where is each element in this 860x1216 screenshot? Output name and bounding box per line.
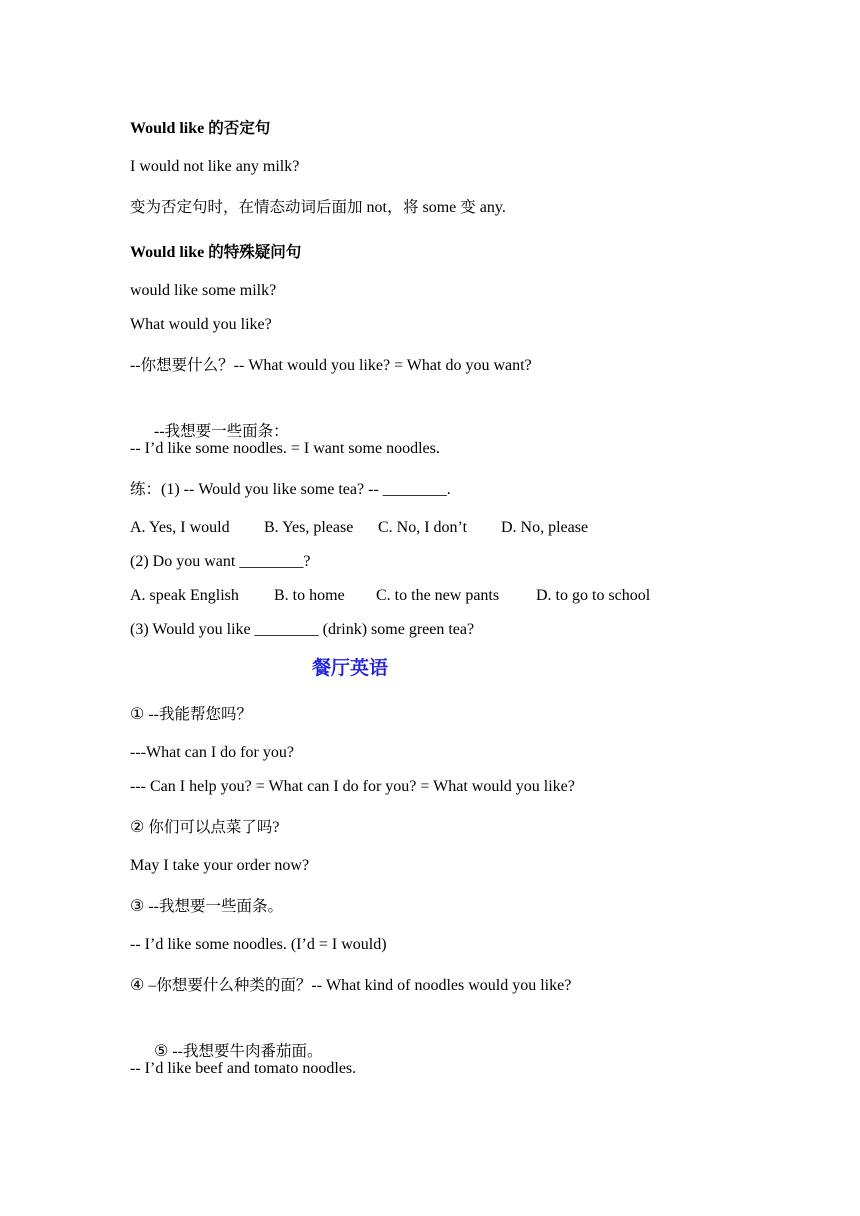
q2-option-d: D. to go to school [536,587,651,604]
restaurant-item-3-en: -- I’d like some noodles. (I’d = I would) [130,936,387,953]
exercise-label: 练： [130,480,162,498]
restaurant-item-1 [130,703,252,726]
q2-option-b: B. to home [274,587,345,604]
exercise-q2: (2) Do you want ________? [130,553,311,570]
q2-option-c: C. to the new pants [376,587,500,604]
a-prefix: -- [146,423,165,440]
item-1-num: ① -- [130,706,159,723]
item-4-en: -- What kind of noodles would you like? [311,977,572,994]
rule-cn-3: 变 [460,198,476,216]
item-2-cn: 你们可以点菜了吗 [148,818,273,836]
title-en: Would like [130,120,209,137]
q1-option-d: D. No, please [501,519,589,536]
special-question [130,354,532,377]
section-negative-title [130,117,270,140]
restaurant-item-1-en-2: --- Can I help you? = What can I do for you? = What would you like? [130,778,575,795]
item-4-cn: 你想要什么种类的面？ [156,976,312,994]
rule-cn-2: 将 [402,198,419,216]
restaurant-item-4 [130,974,571,997]
item-2-q: ? [272,819,280,836]
exercise-q3: (3) Would you like ________ (drink) some green tea? [130,621,475,638]
exercise-q2-options [130,585,650,607]
item-2-num: ② [130,819,149,836]
q1-text: (1) -- Would you like some tea? -- ________. [161,481,451,498]
negative-rule [130,196,506,219]
q1-option-b: B. Yes, please [264,519,354,536]
rule-en-1: not， [362,199,403,216]
rule-en-3: any. [475,199,506,216]
restaurant-item-3 [130,895,283,918]
restaurant-item-2 [130,816,279,839]
q1-option-a: A. Yes, I would [130,519,230,536]
title-en: Would like [130,244,209,261]
q1-option-c: C. No, I don’t [378,519,468,536]
item-5-cn: 我想要牛肉番茄面。 [183,1042,323,1060]
item-4-num: ④ – [130,977,157,994]
restaurant-item-2-en: May I take your order now? [130,857,310,874]
special-line-1: would like some milk? [130,282,277,299]
q-en: -- What would you like? = What do you want? [233,357,532,374]
special-answer-en: -- I’d like some noodles. = I want some noodles. [130,440,440,457]
rule-en-2: some [418,199,461,216]
restaurant-item-1-en-1: ---What can I do for you? [130,744,294,761]
item-3-num: ③ -- [130,898,159,915]
item-5-num: ⑤ -- [146,1043,183,1060]
special-line-2: What would you like? [130,316,272,333]
section-special-title [130,241,301,264]
restaurant-heading: 餐厅英语 [312,657,389,679]
exercise-q1-options [130,517,588,539]
rule-cn-1: 变为否定句时，在情态动词后面加 [130,198,363,216]
item-3-cn: 我想要一些面条。 [159,897,284,915]
exercise-q1 [130,478,451,501]
restaurant-item-5-en: -- I’d like beef and tomato noodles. [130,1060,357,1077]
negative-example: I would not like any milk? [130,158,300,175]
q2-option-a: A. speak English [130,587,239,604]
q-cn: 你想要什么？ [140,356,234,374]
title-cn: 的特殊疑问句 [208,243,302,261]
item-1-cn: 我能帮您吗？ [159,705,253,723]
a-cn: 我想要一些面条： [164,422,289,440]
q-prefix: -- [130,357,141,374]
title-cn: 的否定句 [208,119,271,137]
